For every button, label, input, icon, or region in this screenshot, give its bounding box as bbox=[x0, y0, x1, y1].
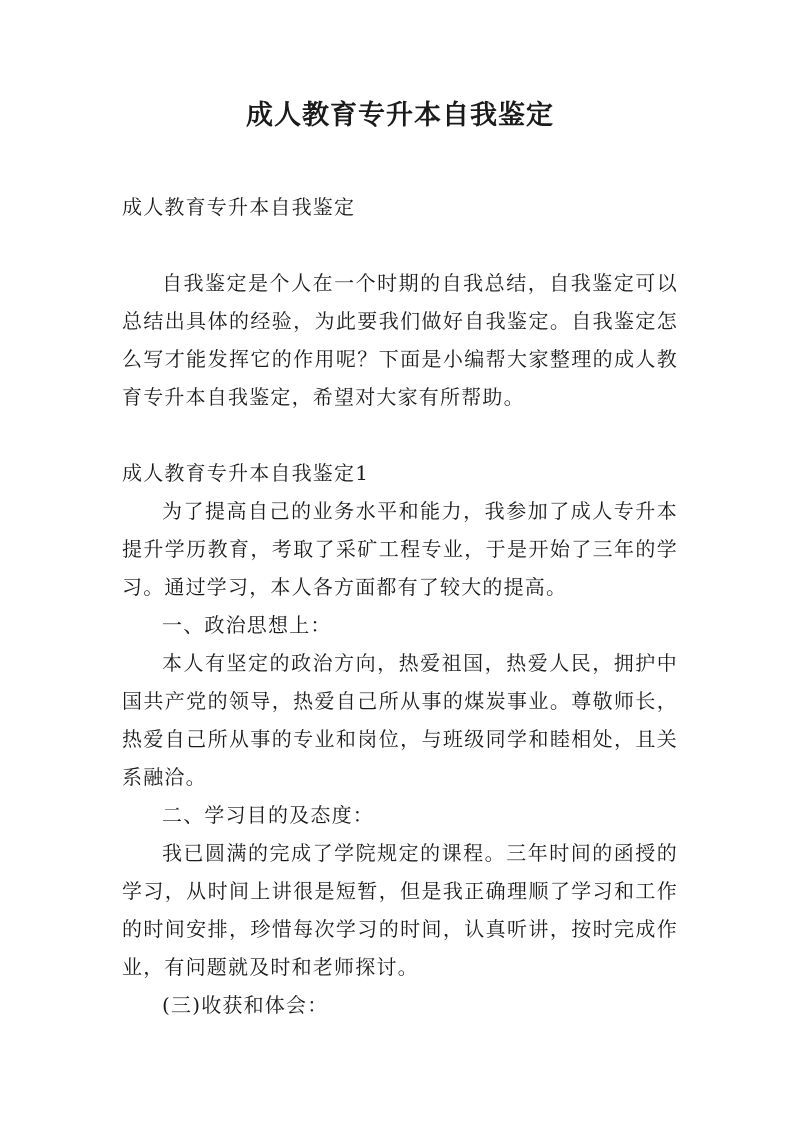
study-heading: 二、学习目的及态度： bbox=[162, 803, 374, 827]
section-paragraph: 为了提高自己的业务水平和能力，我参加了成人专升本提升学历教育，考取了采矿工程专业，于是开始了三年的学习。通过学习，本人各方面都有了较大的提高。 bbox=[122, 499, 678, 599]
section-heading: 成人教育专升本自我鉴定1 bbox=[122, 461, 370, 485]
document-subtitle: 成人教育专升本自我鉴定 bbox=[122, 195, 356, 219]
gain-heading: (三)收获和体会： bbox=[162, 993, 329, 1017]
study-paragraph: 我已圆满的完成了学院规定的课程。三年时间的函授的学习，从时间上讲很是短暂，但是我正确理顺了学习和工作的时间安排，珍惜每次学习的时间，认真听讲，按时完成作业，有问题就及时和老师探讨。 bbox=[122, 841, 678, 979]
politics-heading: 一、政治思想上： bbox=[162, 613, 332, 637]
politics-paragraph: 本人有坚定的政治方向，热爱祖国，热爱人民，拥护中国共产党的领导，热爱自己所从事的煤炭事业。尊敬师长，热爱自己所从事的专业和岗位，与班级同学和睦相处，且关系融洽。 bbox=[122, 651, 678, 789]
document-body bbox=[122, 188, 678, 1024]
intro-paragraph: 自我鉴定是个人在一个时期的自我总结，自我鉴定可以总结出具体的经验，为此要我们做好自我鉴定。自我鉴定怎么写才能发挥它的作用呢？下面是小编帮大家整理的成人教育专升本自我鉴定，希望对大家有所帮助。 bbox=[122, 271, 678, 409]
document-title: 成人教育专升本自我鉴定 bbox=[246, 100, 554, 131]
